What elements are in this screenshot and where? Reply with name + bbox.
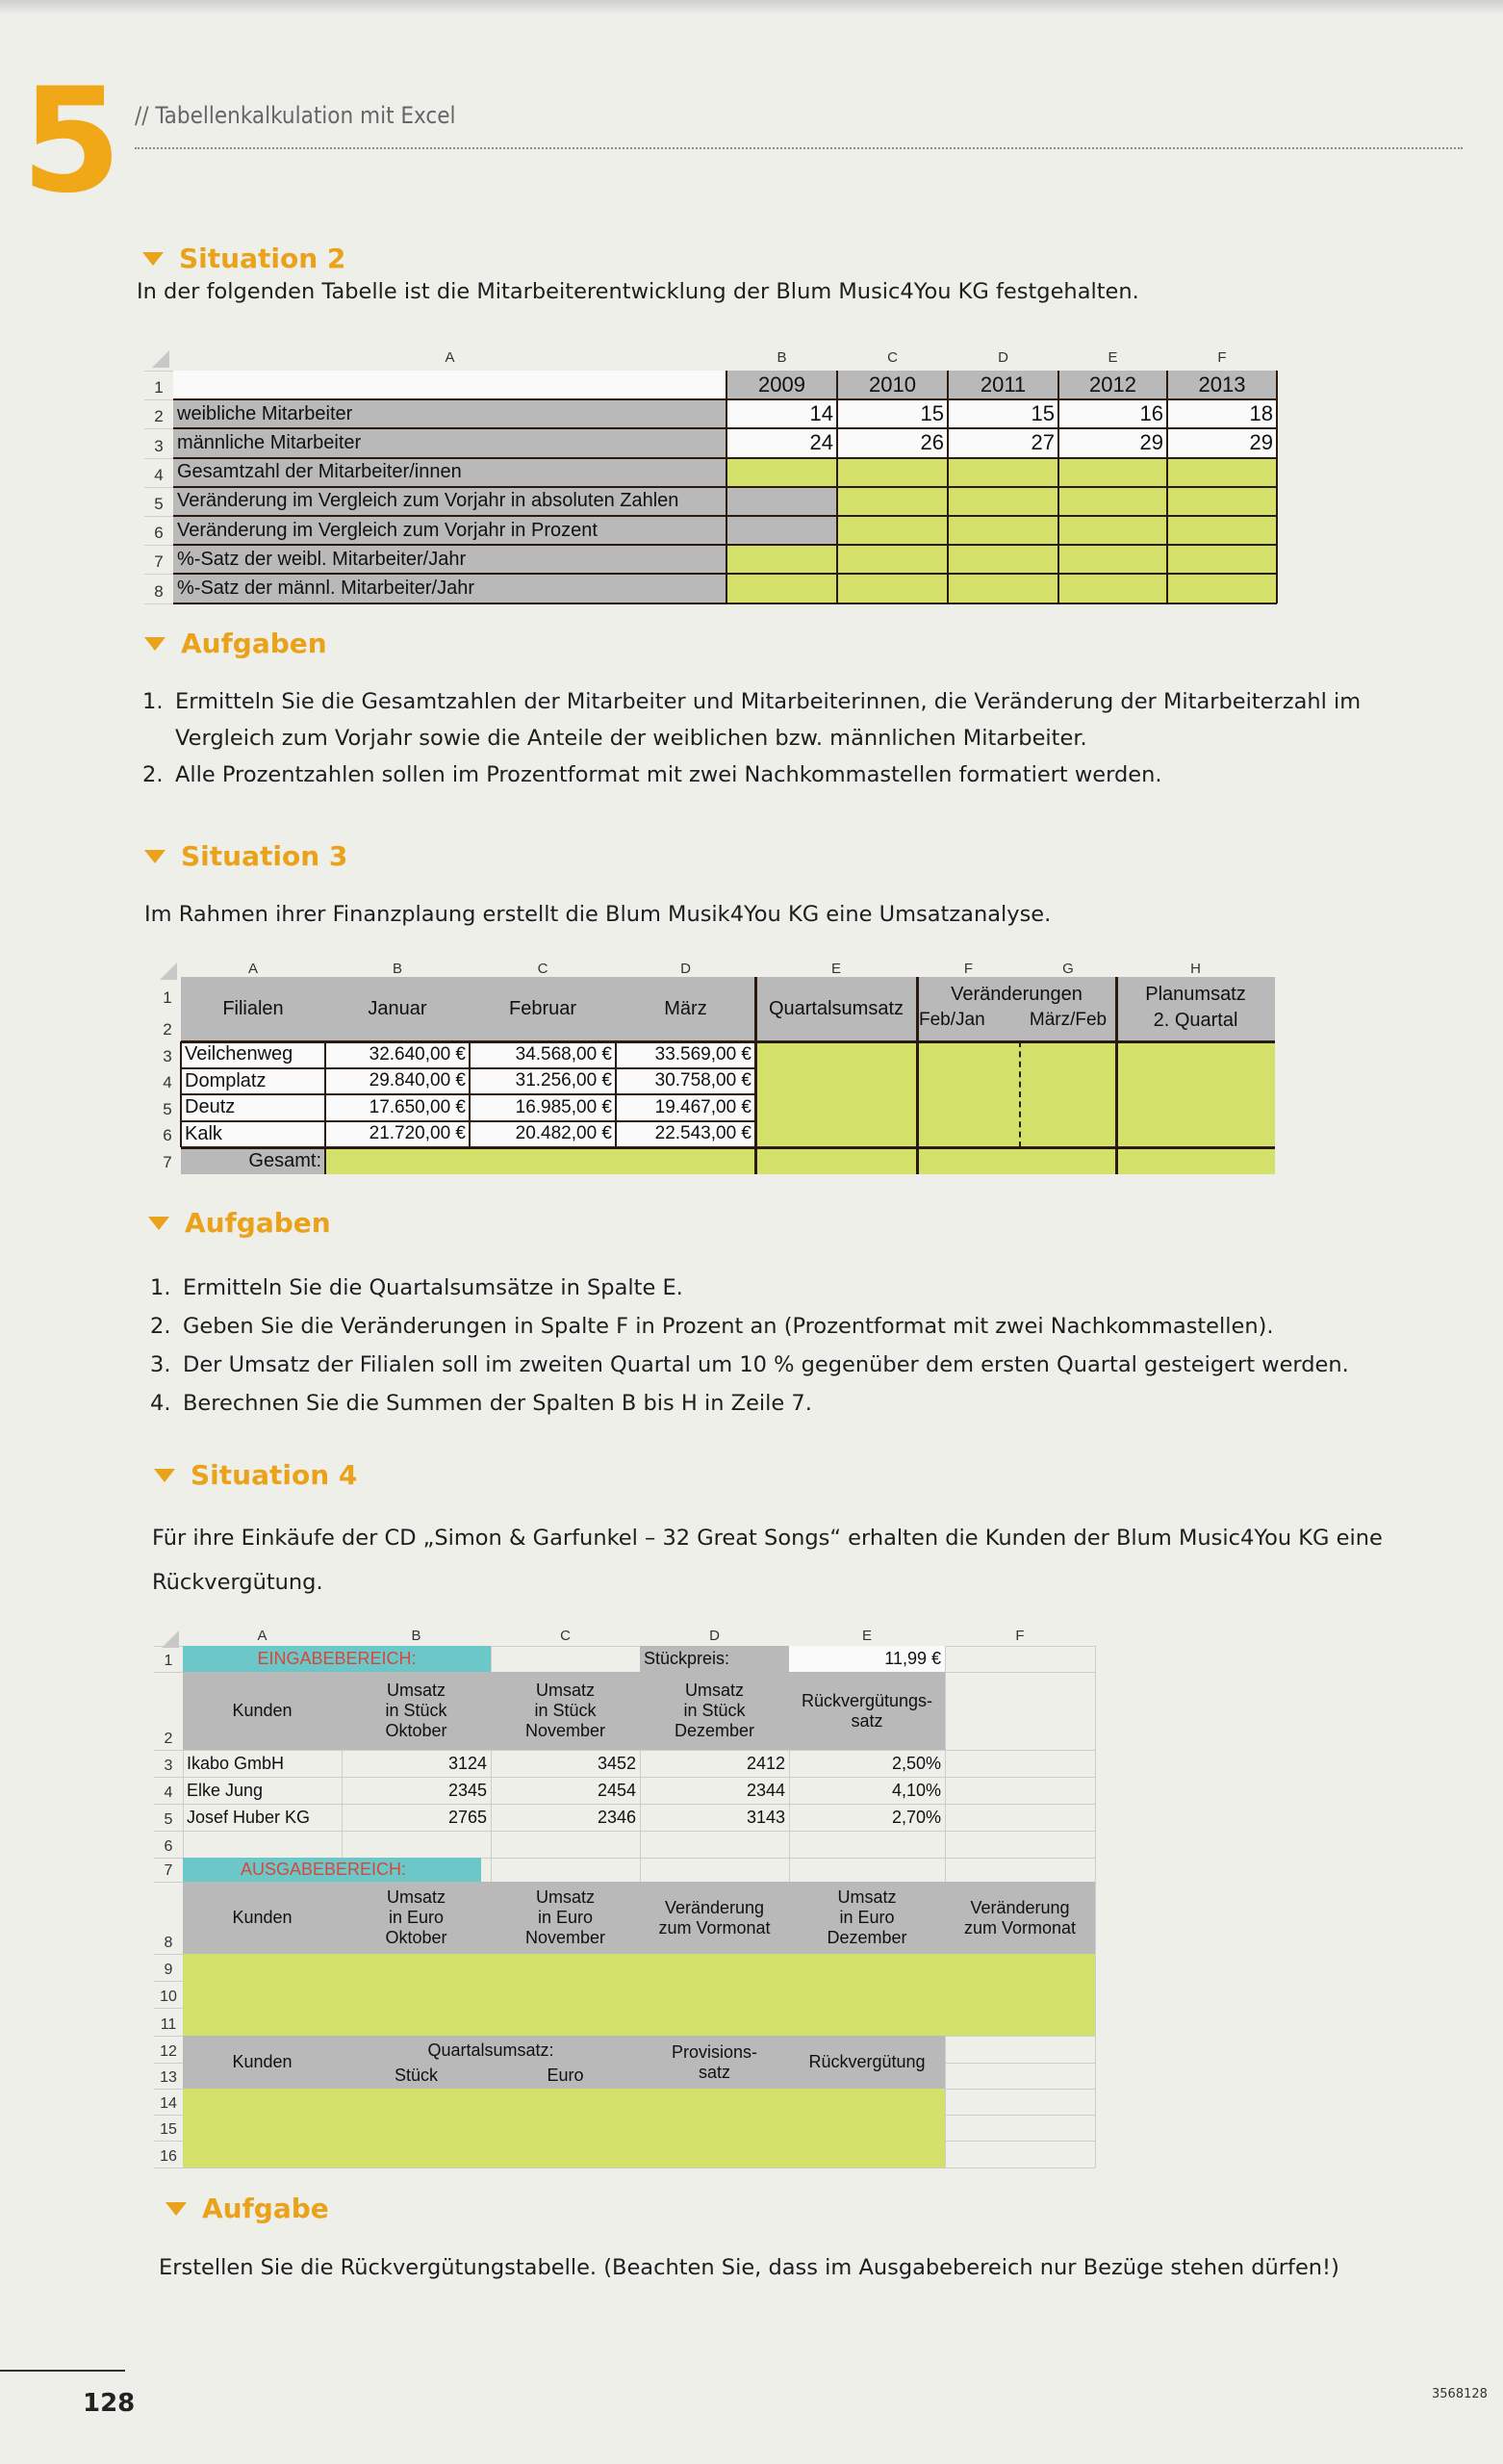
- situation4-task-heading: [166, 2193, 329, 2224]
- year-header: 2013: [1167, 371, 1277, 399]
- triangle-down-icon: [144, 850, 166, 863]
- task-item: [142, 757, 1361, 793]
- row-header: 5: [154, 494, 164, 513]
- header-veraenderungen: Veränderungen: [951, 983, 1083, 1005]
- input-cell: [1167, 516, 1277, 545]
- row-header: 11: [160, 2016, 177, 2033]
- units-dezember: 3143: [746, 1807, 785, 1827]
- female-count: 16: [1058, 399, 1167, 428]
- grid-line: [144, 574, 173, 575]
- male-count: 26: [837, 428, 948, 457]
- task-text: Der Umsatz der Filialen soll im zweiten Quartal um 10 % gegenüber dem ersten Quartal gesteigert werden.: [183, 1352, 1349, 1377]
- task-text: Berechnen Sie die Summen der Spalten B bis H in Zeile 7.: [183, 1391, 812, 1416]
- male-count: 29: [1058, 428, 1167, 457]
- total-label: Gesamt:: [181, 1147, 325, 1174]
- row-label: %-Satz der weibl. Mitarbeiter/Jahr: [173, 545, 726, 574]
- page-top-edge: [0, 0, 1503, 15]
- revenue-februar: 20.482,00 €: [470, 1121, 616, 1148]
- task-text-line: Vergleich zum Vorjahr sowie die Anteile der weiblichen bzw. männlichen Mitarbeiter.: [175, 726, 1087, 751]
- task-number: 1.: [142, 689, 164, 714]
- column-header: E: [830, 960, 841, 977]
- column-border: [1166, 371, 1168, 603]
- male-count: 27: [948, 428, 1058, 457]
- branch-name: Veilchenweg: [181, 1041, 325, 1068]
- sum-header-stueck: Stück: [394, 2066, 439, 2085]
- row-header: 6: [154, 524, 164, 543]
- column-header: A: [445, 348, 455, 366]
- header-rueckverguetungssatz: Rückvergütungs- satz: [801, 1690, 933, 1731]
- column-border: [726, 371, 727, 603]
- units-dezember: 2344: [746, 1780, 785, 1800]
- revenue-februar: 16.985,00 €: [470, 1094, 616, 1121]
- header-quartal2: 2. Quartal: [1153, 1009, 1238, 1031]
- customer-name: Josef Huber KG: [187, 1807, 311, 1827]
- column-header: A: [247, 960, 258, 977]
- situation2-heading-text: Situation 2: [179, 243, 346, 274]
- units-november: 3452: [597, 1753, 636, 1773]
- female-count: 15: [948, 399, 1058, 428]
- header-umsatz-dezember: Umsatz in Stück Dezember: [674, 1681, 755, 1740]
- row-header: 5: [164, 1811, 173, 1828]
- branch-name: Deutz: [181, 1094, 325, 1121]
- tasks-heading-text: Aufgaben: [181, 628, 327, 659]
- input-area: [755, 1041, 1275, 1147]
- row-label: %-Satz der männl. Mitarbeiter/Jahr: [173, 574, 726, 603]
- unit-price-value: 11,99 €: [789, 1646, 945, 1672]
- row-label: Veränderung im Vergleich zum Vorjahr in Prozent: [173, 516, 726, 545]
- year-header: 2012: [1058, 371, 1167, 399]
- header-filialen: Filialen: [222, 998, 284, 1019]
- revenue-januar: 21.720,00 €: [325, 1121, 470, 1148]
- situation4-heading: [154, 1459, 357, 1491]
- task-item: [142, 683, 1361, 757]
- column-header: G: [1062, 960, 1074, 977]
- situation4-task: Erstellen Sie die Rückvergütungstabelle. (Beachten Sie, dass im Ausgabebereich nur Bezüge stehen dürfen!): [159, 2255, 1339, 2280]
- sum-header-euro: Euro: [547, 2066, 584, 2085]
- refund-rate: 4,10%: [891, 1780, 941, 1800]
- header-umsatz-oktober: Umsatz in Stück Oktober: [385, 1681, 447, 1740]
- task-number: 3.: [150, 1352, 171, 1377]
- dashed-divider: [1019, 1041, 1021, 1147]
- total-input-row: [325, 1147, 1275, 1174]
- column-header: F: [1217, 348, 1227, 366]
- situation3-task-list: [150, 1269, 1349, 1423]
- situation3-intro: Im Rahmen ihrer Finanzplaung erstellt die Blum Musik4You KG eine Umsatzanalyse.: [144, 902, 1052, 927]
- grid-line: [144, 603, 173, 604]
- situation2-task-list: [142, 683, 1361, 793]
- input-cell: [1167, 574, 1277, 603]
- row-header: 16: [160, 2148, 177, 2165]
- task-number: 2.: [150, 1314, 171, 1339]
- input-cell: [948, 458, 1058, 487]
- triangle-down-icon: [144, 637, 166, 651]
- unit-price-label: Stückpreis:: [640, 1646, 789, 1672]
- intro-line: Rückvergütung.: [152, 1570, 323, 1595]
- header-kunden: Kunden: [232, 1701, 293, 1720]
- header-dotted-rule: [135, 147, 1463, 149]
- intro-line: Für ihre Einkäufe der CD „Simon & Garfunkel – 32 Great Songs“ erhalten die Kunden der Blum Music4You KG eine: [152, 1526, 1383, 1551]
- triangle-down-icon: [154, 1469, 175, 1482]
- summary-input-area: [183, 2089, 945, 2168]
- refund-rate: 2,70%: [891, 1807, 941, 1827]
- out-header-kunden: Kunden: [232, 1908, 293, 1927]
- units-oktober: 2765: [447, 1807, 487, 1827]
- sum-header-rueckverguetung: Rückvergütung: [808, 2052, 926, 2071]
- column-header: B: [392, 960, 402, 977]
- row-header: 9: [164, 1962, 173, 1978]
- year-header: 2010: [837, 371, 948, 399]
- header-planumsatz: Planumsatz: [1145, 983, 1246, 1005]
- task-heading-text: Aufgabe: [202, 2193, 329, 2224]
- sum-header-provisionssatz: Provisions- satz: [671, 2041, 758, 2082]
- task-text-line: Alle Prozentzahlen sollen im Prozentformat mit zwei Nachkommastellen formatiert werden.: [175, 762, 1162, 787]
- refund-rate: 2,50%: [891, 1753, 941, 1773]
- row-label: Gesamtzahl der Mitarbeiter/innen: [173, 458, 726, 487]
- revenue-maerz: 19.467,00 €: [616, 1094, 755, 1121]
- task-number: 2.: [142, 762, 164, 787]
- task-number: 1.: [150, 1275, 171, 1300]
- header-umsatz-november: Umsatz in Stück November: [524, 1681, 606, 1740]
- row-label: weibliche Mitarbeiter: [173, 399, 726, 428]
- task-text-line: Ermitteln Sie die Gesamtzahlen der Mitarbeiter und Mitarbeiterinnen, die Veränderung der Mitarbeiterzahl im: [175, 689, 1362, 714]
- column-border: [754, 977, 757, 1174]
- grid-line: [144, 371, 173, 372]
- row-header: 2: [164, 1731, 173, 1747]
- female-count: 15: [837, 399, 948, 428]
- triangle-down-icon: [142, 252, 164, 266]
- input-cell: [1058, 487, 1167, 516]
- column-header: D: [680, 960, 691, 977]
- row-border: [181, 1146, 1275, 1149]
- revenue-maerz: 30.758,00 €: [616, 1068, 755, 1095]
- row-header: 5: [163, 1099, 172, 1118]
- male-count: 24: [726, 428, 837, 457]
- column-border: [324, 1147, 326, 1174]
- column-border: [180, 1041, 182, 1147]
- input-cell: [948, 487, 1058, 516]
- header-maerz-feb: März/Feb: [1029, 1010, 1108, 1030]
- task-number: 4.: [150, 1391, 171, 1416]
- column-header: H: [1190, 960, 1201, 977]
- task-item: [150, 1384, 1349, 1423]
- input-cell: [726, 458, 837, 487]
- chapter-number: 5: [21, 58, 118, 225]
- sum-header-quartalsumsatz: Quartalsumsatz:: [427, 2040, 554, 2060]
- input-cell: [1167, 458, 1277, 487]
- header-maerz: März: [664, 998, 707, 1019]
- situation3-tasks-heading: [148, 1207, 331, 1239]
- input-cell: [837, 516, 948, 545]
- grid-line: [1095, 1646, 1096, 2168]
- grid-line: [154, 2168, 1095, 2169]
- units-oktober: 2345: [447, 1780, 487, 1800]
- revenue-maerz: 33.569,00 €: [616, 1041, 755, 1068]
- row-header: 7: [163, 1153, 172, 1171]
- column-header: B: [777, 348, 787, 366]
- input-cell: [837, 487, 948, 516]
- situation2-heading: [142, 243, 345, 274]
- row-header: 8: [154, 581, 164, 601]
- out-header-veraenderung-2: Veränderung zum Vormonat: [963, 1897, 1077, 1938]
- revenue-januar: 17.650,00 €: [325, 1094, 470, 1121]
- row-header: 7: [154, 552, 164, 572]
- situation2-intro: In der folgenden Tabelle ist die Mitarbeiterentwicklung der Blum Music4You KG festgehalten.: [137, 279, 1139, 304]
- year-header: 2011: [948, 371, 1058, 399]
- row-header: 1: [164, 1653, 173, 1669]
- row-header: 4: [163, 1073, 172, 1091]
- input-cell: [1058, 458, 1167, 487]
- row-header: 3: [154, 436, 164, 455]
- customer-name: Elke Jung: [187, 1780, 264, 1800]
- column-border: [615, 1041, 617, 1147]
- running-title: // Tabellenkalkulation mit Excel: [135, 102, 456, 129]
- column-header: B: [411, 1627, 421, 1644]
- triangle-down-icon: [148, 1217, 169, 1230]
- situation4-heading-text: Situation 4: [191, 1459, 358, 1491]
- footer-rule: [0, 2370, 125, 2372]
- row-header: 14: [160, 2095, 177, 2112]
- input-cell: [1058, 574, 1167, 603]
- units-oktober: 3124: [447, 1753, 487, 1773]
- column-border: [1276, 371, 1278, 603]
- input-area-label: EINGABEBEREICH:: [183, 1646, 491, 1672]
- input-cell: [1058, 545, 1167, 574]
- row-header: 1: [154, 378, 164, 398]
- column-header: A: [257, 1627, 267, 1644]
- gray-cell: [726, 516, 837, 545]
- select-all-corner[interactable]: [152, 350, 169, 368]
- grid-line: [154, 1831, 1095, 1832]
- cell-a1: [173, 371, 726, 399]
- column-border: [836, 371, 838, 603]
- out-header-veraenderung-1: Veränderung zum Vormonat: [658, 1897, 771, 1938]
- row-header: 12: [160, 2043, 177, 2060]
- grid-line: [144, 487, 173, 488]
- row-label: männliche Mitarbeiter: [173, 428, 726, 457]
- task-text: Geben Sie die Veränderungen in Spalte F in Prozent an (Prozentformat mit zwei Nachkommastellen).: [183, 1314, 1274, 1339]
- situation3-heading-text: Situation 3: [181, 840, 348, 872]
- column-header: E: [861, 1627, 872, 1644]
- units-november: 2346: [597, 1807, 636, 1827]
- input-cell: [948, 545, 1058, 574]
- units-dezember: 2412: [746, 1753, 785, 1773]
- situation4-intro: [152, 1516, 1383, 1604]
- row-border: [181, 1040, 1275, 1043]
- column-header: F: [963, 960, 974, 977]
- document-code: 3568128: [1432, 2387, 1488, 2401]
- grid-line: [144, 545, 173, 546]
- column-border: [1115, 977, 1118, 1174]
- input-cell: [948, 516, 1058, 545]
- column-header: D: [998, 348, 1008, 366]
- row-label: Veränderung im Vergleich zum Vorjahr in absoluten Zahlen: [173, 487, 837, 516]
- row-header: 6: [164, 1838, 173, 1855]
- input-cell: [1167, 545, 1277, 574]
- grid-line: [144, 428, 173, 429]
- row-header: 1: [163, 988, 172, 1007]
- situation2-tasks-heading: [144, 628, 327, 659]
- column-header: C: [887, 348, 898, 366]
- customer-name: Ikabo GmbH: [187, 1753, 285, 1773]
- row-header: 15: [160, 2121, 177, 2138]
- row-header: 4: [164, 1784, 173, 1801]
- input-cell: [837, 574, 948, 603]
- revenue-februar: 31.256,00 €: [470, 1068, 616, 1095]
- tasks-heading-text: Aufgaben: [185, 1207, 331, 1239]
- row-header: 10: [160, 1989, 177, 2005]
- header-februar: Februar: [508, 998, 577, 1019]
- out-header-umsatz-dezember: Umsatz in Euro Dezember: [827, 1887, 907, 1947]
- input-cell: [726, 545, 837, 574]
- grid-line: [144, 458, 173, 459]
- header-quartalsumsatz: Quartalsumsatz: [768, 998, 904, 1019]
- column-border: [324, 1041, 326, 1147]
- input-cell: [837, 545, 948, 574]
- column-border: [469, 1041, 471, 1147]
- column-border: [1057, 371, 1059, 603]
- year-header: 2009: [726, 371, 837, 399]
- input-cell: [1167, 487, 1277, 516]
- sum-header-kunden: Kunden: [232, 2052, 293, 2071]
- column-header: D: [709, 1627, 720, 1644]
- row-header: 7: [164, 1862, 173, 1879]
- out-header-umsatz-november: Umsatz in Euro November: [524, 1887, 606, 1947]
- row-header: 8: [164, 1935, 173, 1951]
- header-feb-jan: Feb/Jan: [919, 1010, 985, 1030]
- header-januar: Januar: [368, 998, 427, 1019]
- out-header-umsatz-oktober: Umsatz in Euro Oktober: [385, 1887, 447, 1947]
- row-header: 4: [154, 465, 164, 484]
- revenue-januar: 32.640,00 €: [325, 1041, 470, 1068]
- output-area-label: AUSGABEBEREICH:: [183, 1858, 481, 1882]
- input-cell: [837, 458, 948, 487]
- row-header: 3: [164, 1758, 173, 1774]
- grid-line: [144, 516, 173, 517]
- column-header: C: [537, 960, 548, 977]
- revenue-januar: 29.840,00 €: [325, 1068, 470, 1095]
- female-count: 14: [726, 399, 837, 428]
- column-border: [916, 977, 919, 1174]
- branch-name: Domplatz: [181, 1068, 325, 1095]
- units-november: 2454: [597, 1780, 636, 1800]
- female-count: 18: [1167, 399, 1277, 428]
- branch-name: Kalk: [181, 1121, 325, 1148]
- row-header: 13: [160, 2069, 177, 2086]
- row-header: 6: [163, 1126, 172, 1144]
- task-item: [150, 1269, 1349, 1307]
- situation3-heading: [144, 840, 347, 872]
- column-header: C: [560, 1627, 571, 1644]
- input-cell: [1058, 516, 1167, 545]
- row-header: 2: [163, 1020, 172, 1039]
- grid-line: [144, 399, 173, 400]
- male-count: 29: [1167, 428, 1277, 457]
- output-input-area: [183, 1954, 1095, 2036]
- task-text: Ermitteln Sie die Quartalsumsätze in Spalte E.: [183, 1275, 683, 1300]
- column-header: F: [1015, 1627, 1025, 1644]
- revenue-maerz: 22.543,00 €: [616, 1121, 755, 1148]
- revenue-februar: 34.568,00 €: [470, 1041, 616, 1068]
- triangle-down-icon: [166, 2202, 187, 2216]
- input-cell: [948, 574, 1058, 603]
- row-header: 3: [163, 1046, 172, 1065]
- row-header: 2: [154, 407, 164, 426]
- page-number: 128: [83, 2389, 136, 2418]
- column-header: E: [1108, 348, 1118, 366]
- task-item: [150, 1307, 1349, 1346]
- input-cell: [726, 574, 837, 603]
- task-item: [150, 1346, 1349, 1384]
- column-border: [947, 371, 949, 603]
